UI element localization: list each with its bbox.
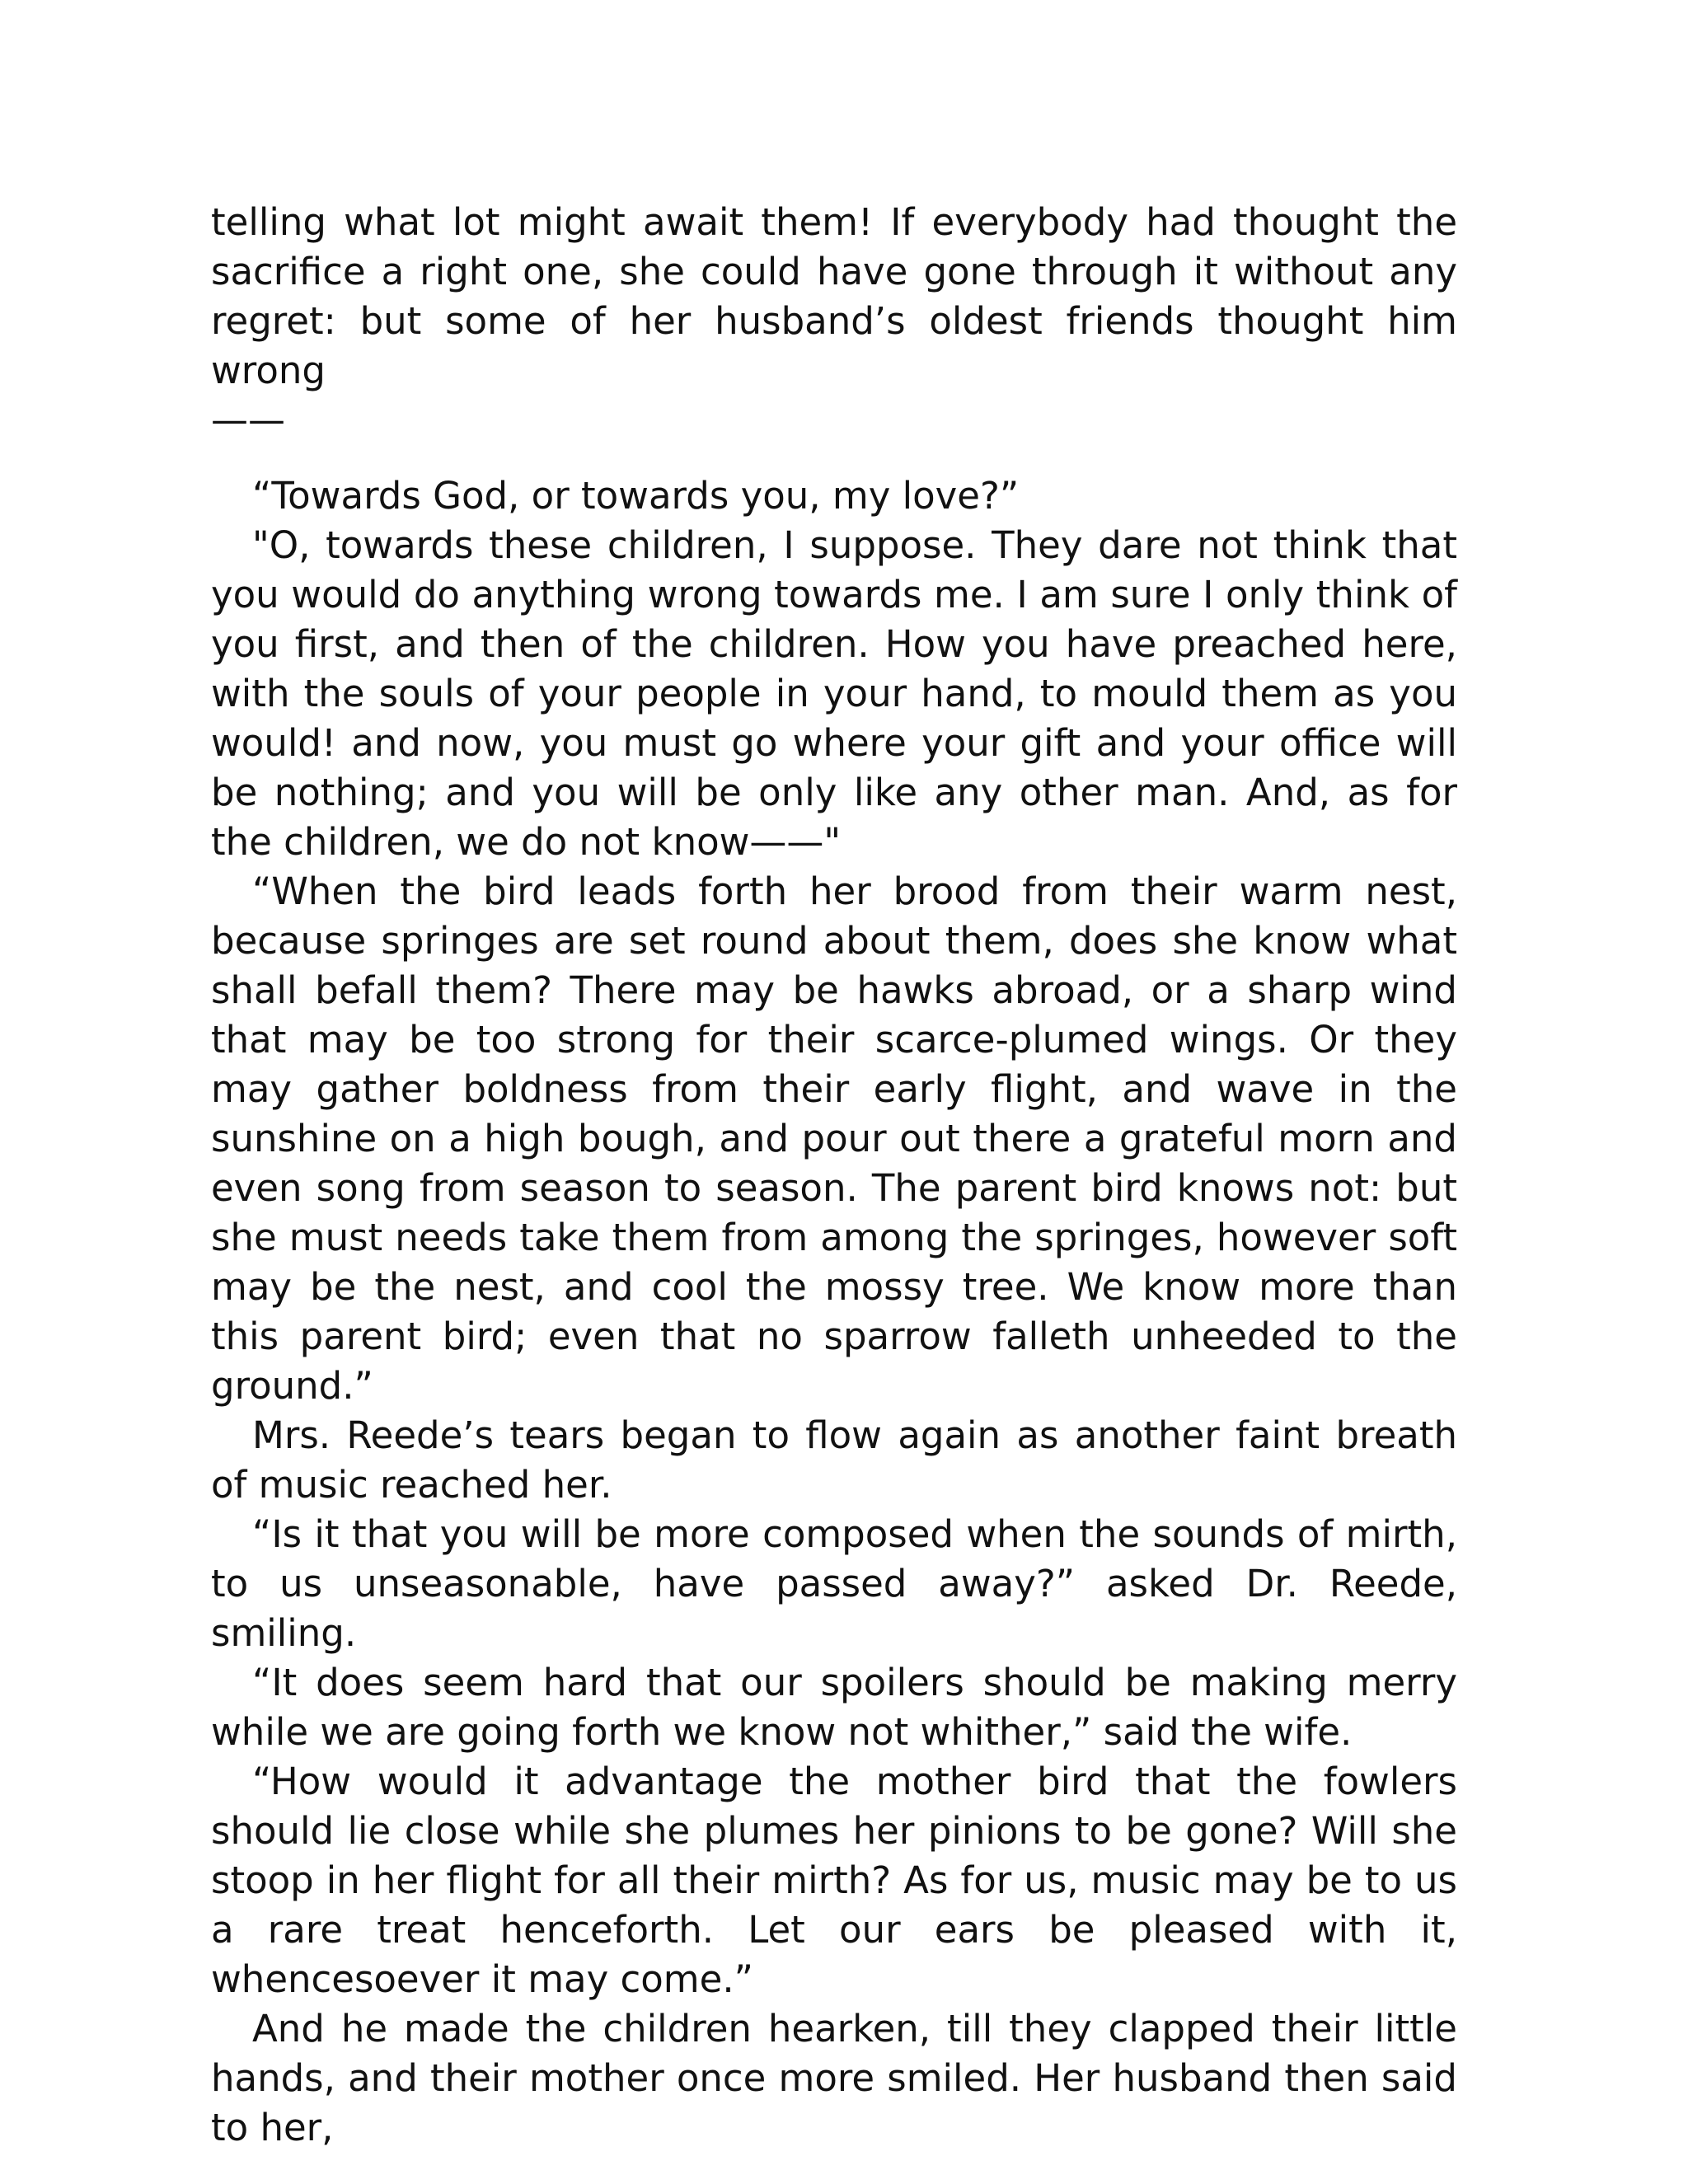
paragraph-8: “How would it advantage the mother bird that the fowlers should lie close while she plumes her pinions to be gone? Will she stoop in her flight for all their mirth? As for us, music may be to us a rare treat henceforth. Let our ears be pleased with it, whencesoever it may come.” — [211, 1760, 1457, 2001]
paragraph-2: “Towards God, or towards you, my love?” — [252, 474, 1020, 518]
page-body — [211, 198, 1457, 2153]
paragraph-1 — [211, 198, 1457, 445]
paragraph-1-dash: —— — [211, 398, 285, 442]
paragraph-4: “When the bird leads forth her brood from their warm nest, because springes are set round about them, does she know what shall befall them? There may be hawks abroad, or a sharp wind that may be too strong for their scarce-plumed wings. Or they may gather boldness from their early flight, and wave in the sunshine on a high bough, and pour out there a grateful morn and even song from season to season. The parent bird knows not: but she must needs take them from among the springes, however soft may be the nest, and cool the mossy tree. We know more than this parent bird; even that no sparrow falleth unheeded to the ground.” — [211, 869, 1457, 1408]
paragraph-6: “Is it that you will be more composed when the sounds of mirth, to us unseasonable, have passed away?” asked Dr. Reede, smiling. — [211, 1512, 1457, 1655]
paragraph-9: And he made the children hearken, till they clapped their little hands, and their mother once more smiled. Her husband then said to her, — [211, 2007, 1457, 2149]
paragraph-1-text: telling what lot might await them! If everybody had thought the sacrifice a right one, she could have gone through it without any regret: but some of her husband’s oldest friends thought him wrong — [211, 200, 1457, 392]
paragraph-3: "O, towards these children, I suppose. They dare not think that you would do anything wrong towards me. I am sure I only think of you first, and then of the children. How you have preached here, with the souls of your people in your hand, to mould them as you would! and now, you must go where your gift and your office will be nothing; and you will be only like any other man. And, as for the children, we do not know——" — [211, 523, 1457, 864]
paragraph-7: “It does seem hard that our spoilers should be making merry while we are going forth we know not whither,” said the wife. — [211, 1661, 1457, 1754]
paragraph-5: Mrs. Reede’s tears began to flow again as another faint breath of music reached her. — [211, 1413, 1457, 1507]
